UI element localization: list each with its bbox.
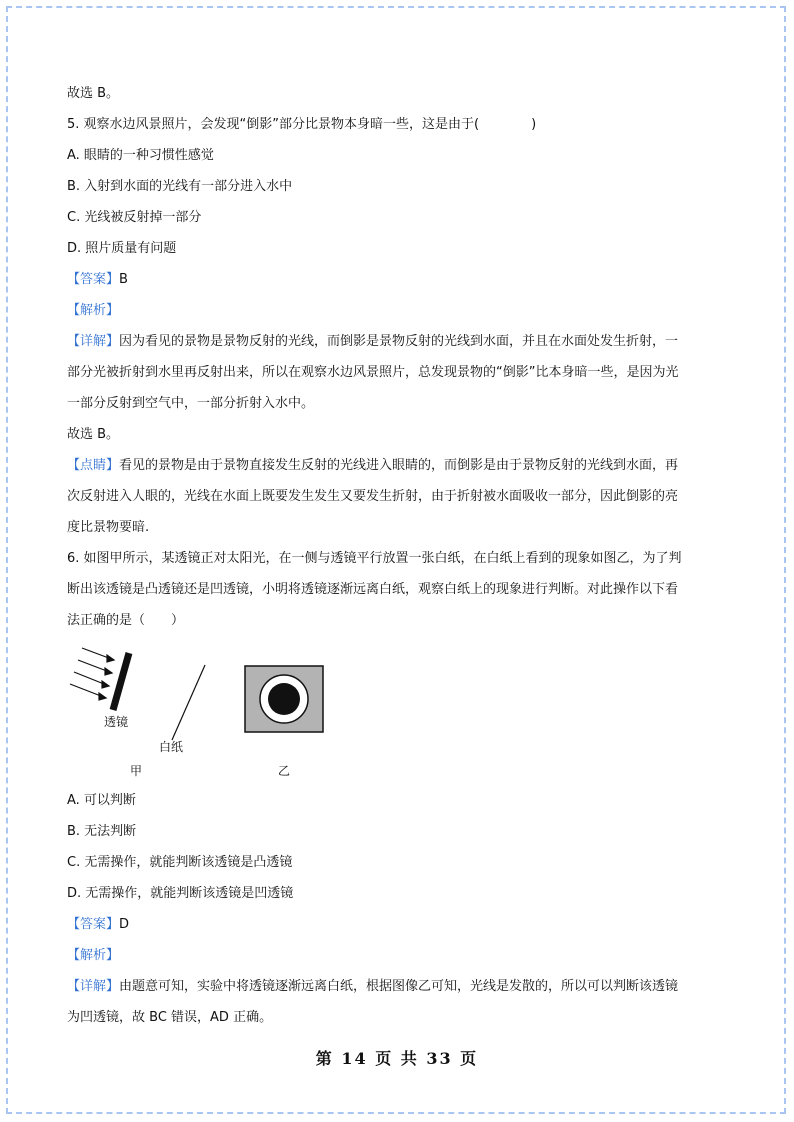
- answer-tag: 【答案】: [67, 917, 120, 932]
- option-6a: A. 可以判断: [67, 793, 136, 808]
- answer-6: [67, 917, 129, 933]
- option-6b: B. 无法判断: [67, 824, 137, 839]
- lens-label: 透镜: [104, 715, 129, 729]
- option-5d: D. 照片质量有问题: [67, 241, 177, 256]
- paper-label: 白纸: [159, 740, 184, 754]
- answer-tag: 【答案】: [67, 272, 120, 287]
- detail-line: 由题意可知，实验中将透镜逐渐远离白纸，根据图像乙可知，光线是发散的，所以可以判断该透镜: [119, 979, 679, 994]
- dark-center: [268, 683, 300, 715]
- option-6d: D. 无需操作，就能判断该透镜是凹透镜: [67, 886, 294, 901]
- answer-value: B: [119, 272, 128, 287]
- comment-line: 看见的景物是由于景物直接发生反射的光线进入眼睛的，而倒影是由于景物反射的光线到水面，再: [119, 458, 679, 473]
- detail-tag: 【详解】: [67, 334, 120, 349]
- lens-shape: [113, 653, 129, 710]
- option-5c: C. 光线被反射掉一部分: [67, 210, 202, 225]
- figure-q6: [60, 640, 360, 790]
- analysis-6: [67, 948, 119, 964]
- figure-a-caption: 甲: [130, 764, 143, 778]
- detail-line: 部分光被折射到水里再反射出来，所以在观察水边风景照片，总发现景物的“倒影”比本身暗一些，是因为光: [67, 365, 679, 380]
- page-footer: 第 14 页 共 33 页: [315, 1049, 479, 1068]
- paper-line: [172, 665, 205, 740]
- detail-tag: 【详解】: [67, 979, 120, 994]
- analysis-5: [67, 303, 119, 319]
- sun-rays: [70, 648, 114, 700]
- option-5b: B. 入射到水面的光线有一部分进入水中: [67, 179, 293, 194]
- question-line: 法正确的是（ ）: [67, 613, 185, 628]
- detail-line: 因为看见的景物是景物反射的光线，而倒影是景物反射的光线到水面，并且在水面处发生折射，一: [119, 334, 679, 349]
- analysis-tag: 【解析】: [67, 948, 120, 963]
- question-line: 6. 如图甲所示，某透镜正对太阳光，在一侧与透镜平行放置一张白纸，在白纸上看到的现象如图乙，为了判: [67, 551, 682, 566]
- analysis-tag: 【解析】: [67, 303, 120, 318]
- comment-line: 度比景物要暗.: [67, 520, 150, 535]
- comment-tag: 【点睛】: [67, 458, 120, 473]
- answer-value: D: [119, 917, 130, 932]
- conclusion-5: 故选 B。: [67, 427, 120, 442]
- detail-line: 一部分反射到空气中，一部分折射入水中。: [67, 396, 315, 411]
- option-6c: C. 无需操作，就能判断该透镜是凸透镜: [67, 855, 293, 870]
- question-5: 5. 观察水边风景照片，会发现“倒影”部分比景物本身暗一些，这是由于( ): [67, 117, 537, 132]
- figure-b-caption: 乙: [278, 764, 291, 778]
- comment-line: 次反射进入人眼的，光线在水面上既要发生发生又要发生折射，由于折射被水面吸收一部分，因此倒影的亮: [67, 489, 679, 504]
- question-line: 断出该透镜是凸透镜还是凹透镜，小明将透镜逐渐远离白纸，观察白纸上的现象进行判断。对此操作以下看: [67, 582, 679, 597]
- answer-5: [67, 272, 128, 288]
- conclusion-text: 故选 B。: [67, 86, 120, 101]
- option-5a: A. 眼睛的一种习惯性感觉: [67, 148, 214, 163]
- detail-line: 为凹透镜，故 BC 错误，AD 正确。: [67, 1010, 273, 1025]
